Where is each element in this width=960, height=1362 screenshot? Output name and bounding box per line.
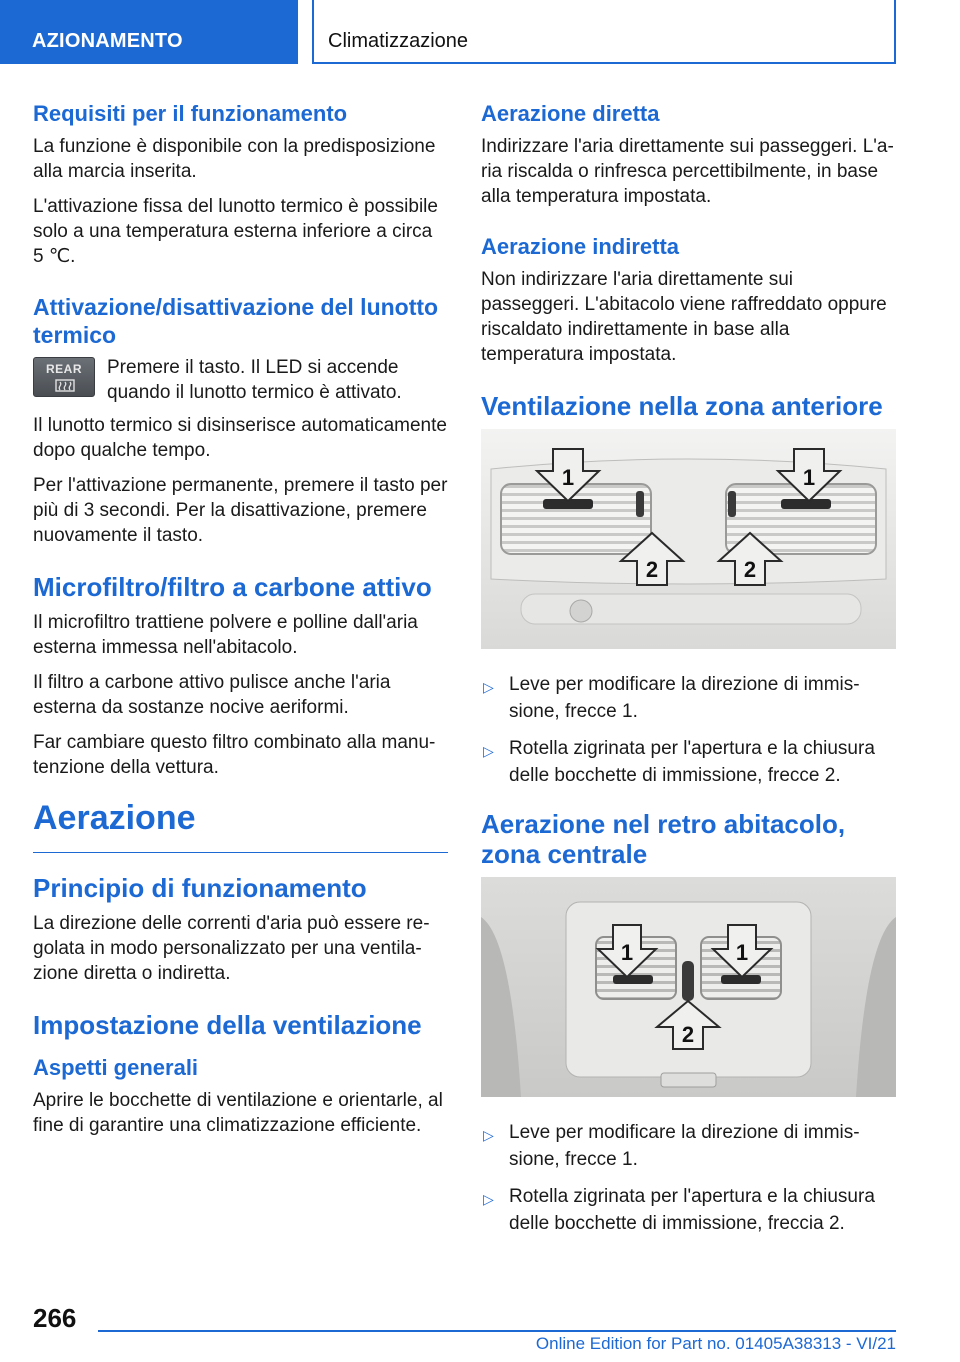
bullet-triangle-icon: ▷ [483,1191,494,1207]
front-arrow-2-right-label: 2 [743,557,757,582]
rear-defrost-text-3: Per l'attivazione permanente, premere il tasto per più di 3 secondi. Per la disattivazione, premere nuovamente il tasto. [33,475,448,546]
list-item: ▷ Rotella zigrinata per l'apertura e la chiusura delle bocchette di immissione, frecce 2. [483,738,875,786]
bullet-triangle-icon: ▷ [483,679,494,695]
rear-defrost-button-icon [33,357,95,397]
list-item: ▷ Leve per modificare la direzione di immissione, frecce 1. [483,674,860,722]
rear-arrow-2-label: 2 [681,1022,695,1047]
indirect-ventilation-heading: Aerazione indiretta [481,234,680,259]
rear-defrost-instruction [33,355,448,405]
requirements-text-2: L'attivazione fissa del lunotto termico è possibile solo a una temperatura esterna inferiore a circa 5 ℃. [33,196,438,267]
rear-vents-list [481,1119,896,1237]
bullet-triangle-icon: ▷ [483,1127,494,1143]
microfilter-heading: Microfiltro/filtro a carbone attivo [33,572,432,602]
page-header-title: Climatizzazione [312,0,896,64]
general-aspects-text: Aprire le bocchette di ventilazione e orientarle, al fine di garantire una climatizzazione efficiente. [33,1090,443,1136]
microfilter-text-1: Il microfiltro trattiene polvere e polline dall'aria esterna immessa nell'abitacolo. [33,612,418,658]
rear-vents-photo [481,877,896,1097]
right-column [481,100,896,1251]
indirect-ventilation-text: Non indirizzare l'aria direttamente sui passeggeri. L'abitacolo viene raffreddato oppure riscaldato indirettamente in base alla temperatura impostata. [481,269,887,365]
rear-defrost-text-1: Premere il tasto. Il LED si accende quando il lunotto termico è attivato. [107,357,402,403]
list-item: ▷ Leve per modificare la direzione di immissione, frecce 1. [483,1122,860,1170]
front-arrow-1-left-label: 1 [561,465,575,490]
front-ventilation-heading: Ventilazione nella zona anteriore [481,391,883,421]
microfilter-text-2: Il filtro a carbone attivo pulisce anche l'aria esterna da sostanze nocive aeriformi. [33,672,391,718]
direct-ventilation-heading: Aerazione diretta [481,101,660,126]
rear-arrow-1-left-label: 1 [620,940,634,965]
principle-text: La direzione delle correnti d'aria può essere regolata in modo personalizzato per una ventilazione diretta o indiretta. [33,913,430,984]
requirements-text-1: La funzione è disponibile con la predisposizione alla marcia inserita. [33,136,436,182]
front-vents-illustration [481,429,896,649]
general-aspects-heading: Aspetti generali [33,1055,199,1080]
front-vents-photo [481,429,896,649]
page-number: 266 [33,1303,77,1333]
bullet-triangle-icon: ▷ [483,743,494,759]
left-column [33,100,448,1148]
front-arrow-2-left-label: 2 [645,557,659,582]
requirements-heading: Requisiti per il funzionamento [33,101,348,126]
rear-defrost-text-2: Il lunotto termico si disinserisce automaticamente dopo qualche tempo. [33,415,447,461]
rear-arrow-1-right-label: 1 [735,940,749,965]
ventilation-setting-heading: Impostazione della ventilazione [33,1010,422,1040]
direct-ventilation-text: Indirizzare l'aria direttamente sui passeggeri. L'aria riscalda o rinfresca percettibilmente, in base alla temperatura impostata. [481,136,894,207]
defrost-wave-icon [55,379,75,393]
chapter-title: Aerazione [33,798,448,853]
footer-divider [98,1330,896,1332]
section-tab: AZIONAMENTO [0,0,298,64]
rear-defrost-heading: Attivazione/disattivazione del lunotto termico [33,294,439,348]
front-vents-list [481,671,896,789]
front-arrow-1-right-label: 1 [802,465,816,490]
list-item: ▷ Rotella zigrinata per l'apertura e la chiusura delle bocchette di immissione, freccia 2. [483,1186,875,1234]
rear-button-label: REAR [45,362,82,376]
rear-vents-illustration [481,877,896,1097]
rear-ventilation-heading: Aerazione nel retro abitacolo, zona centrale [481,809,846,869]
microfilter-text-3: Far cambiare questo filtro combinato alla manutenzione della vettura. [33,732,436,778]
edition-footer: Online Edition for Part no. 01405A38313 - VI/21 [535,1334,896,1353]
principle-heading: Principio di funzionamento [33,873,367,903]
